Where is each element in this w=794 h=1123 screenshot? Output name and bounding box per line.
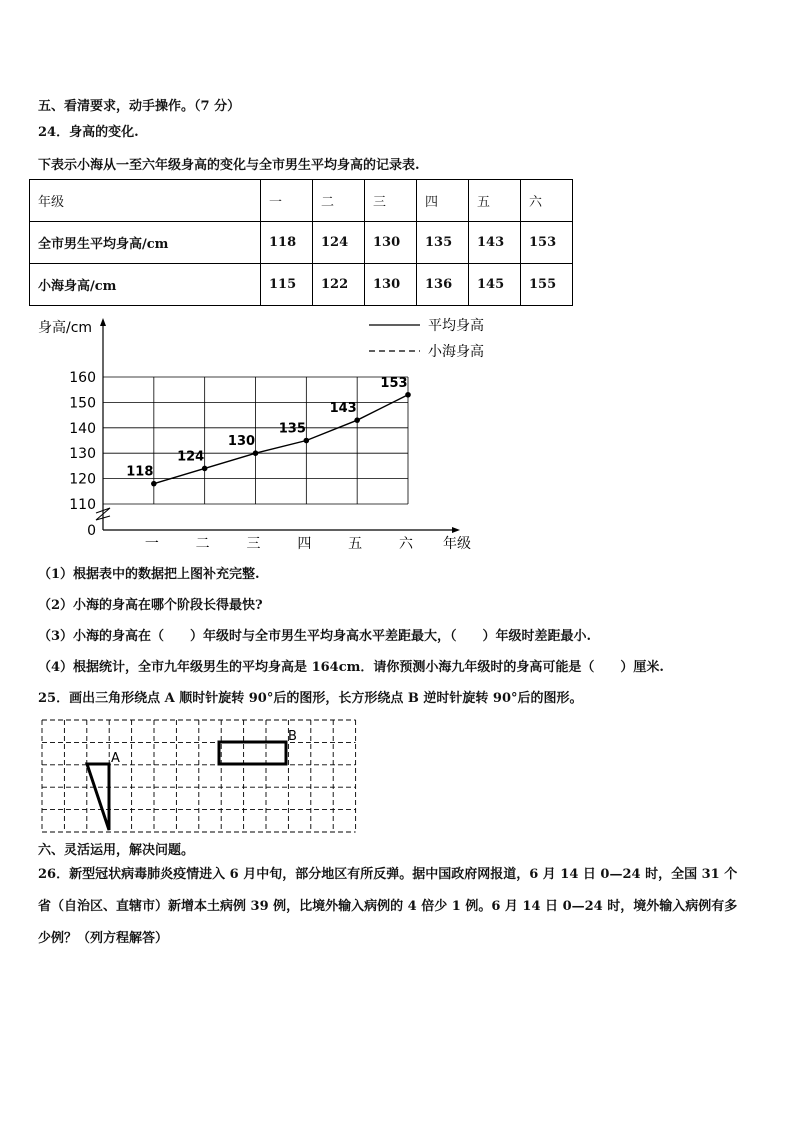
x-tick-label: 二 [195, 536, 210, 552]
table-cell: 153 [521, 222, 573, 264]
table-cell: 全市男生平均身高/cm [30, 222, 261, 264]
data-point [405, 392, 411, 398]
chart-legend [369, 317, 484, 360]
chart-series [126, 376, 411, 487]
data-label: 124 [177, 449, 205, 465]
q24-sub2: （2）小海的身高在哪个阶段长得最快? [38, 598, 263, 613]
y-tick-labels [69, 370, 96, 539]
table-cell: 五 [469, 180, 521, 222]
q24-sub3: （3）小海的身高在（ ）年级时与全市男生平均身高水平差距最大，（ ）年级时差距最小. [38, 629, 592, 644]
data-point [304, 438, 310, 444]
table-cell: 122 [313, 264, 365, 306]
table-cell: 六 [521, 180, 573, 222]
dashed-grid [42, 720, 356, 832]
x-tick-label: 三 [246, 536, 261, 552]
q24-title: 24．身高的变化. [38, 125, 139, 140]
x-tick-label: 一 [144, 536, 159, 552]
legend-label-xiaohai: 小海身高 [428, 344, 484, 360]
section-5-heading: 五、看清要求，动手操作。（7 分） [38, 99, 241, 114]
data-point [202, 466, 208, 472]
table-cell: 135 [417, 222, 469, 264]
rotation-grid-figure [40, 718, 360, 836]
table-header-row [30, 180, 573, 222]
table-cell: 二 [313, 180, 365, 222]
table-cell: 四 [417, 180, 469, 222]
q25-text: 25．画出三角形绕点 A 顺时针旋转 90°后的图形，长方形绕点 B 逆时针旋转 90°后的图形。 [38, 691, 583, 706]
q26-line-3: 少例？（列方程解答） [38, 931, 169, 946]
height-line-chart [0, 308, 520, 558]
data-label: 153 [380, 375, 408, 391]
table-cell: 年级 [30, 180, 261, 222]
q24-sub4: （4）根据统计，全市九年级男生的平均身高是 164cm．请你预测小海九年级时的身高可能是（ ）厘米. [38, 660, 664, 675]
q24-sub1: （1）根据表中的数据把上图补充完整. [38, 567, 260, 582]
height-table [29, 179, 573, 306]
q24-intro: 下表示小海从一至六年级身高的变化与全市男生平均身高的记录表. [38, 158, 420, 173]
q26-line-2: 省（自治区、直辖市）新增本土病例 39 例，比境外输入病例的 4 倍少 1 例。6 月 14 日 0—24 时，境外输入病例有多 [38, 899, 738, 914]
data-point [151, 481, 157, 487]
rectangle-shape [219, 742, 286, 764]
data-label: 118 [126, 464, 154, 480]
x-axis-label: 年级 [443, 536, 471, 552]
y-tick-label: 160 [69, 370, 96, 386]
table-cell: 124 [313, 222, 365, 264]
q26-line-1: 26．新型冠状病毒肺炎疫情进入 6 月中旬，部分地区有所反弹。据中国政府网报道，6 月 14 日 0—24 时，全国 31 个 [38, 867, 738, 882]
y-axis-label: 身高/cm [38, 320, 93, 336]
triangle-shape [87, 764, 109, 830]
table-cell: 130 [365, 222, 417, 264]
x-tick-label: 四 [297, 536, 312, 552]
table-cell: 三 [365, 180, 417, 222]
x-tick-label: 六 [399, 536, 413, 552]
table-cell: 一 [261, 180, 313, 222]
y-tick-label: 0 [87, 523, 96, 539]
section-6-heading: 六、灵活运用，解决问题。 [38, 843, 195, 858]
chart-grid [103, 377, 408, 504]
table-row [30, 264, 573, 306]
x-tick-label: 五 [348, 536, 363, 552]
table-cell: 小海身高/cm [30, 264, 261, 306]
point-a-label: A [111, 751, 120, 766]
y-tick-label: 150 [69, 395, 96, 412]
table-row [30, 222, 573, 264]
table-cell: 136 [417, 264, 469, 306]
table-cell: 130 [365, 264, 417, 306]
y-tick-label: 140 [69, 420, 96, 437]
x-tick-labels [145, 536, 414, 552]
series-line [154, 395, 408, 484]
data-point [253, 450, 259, 456]
data-label: 143 [329, 401, 357, 417]
data-label: 135 [278, 421, 306, 437]
y-tick-label: 130 [69, 446, 96, 463]
table-cell: 118 [261, 222, 313, 264]
x-axis-arrow [452, 527, 460, 533]
point-b-label: B [288, 729, 297, 744]
data-point [354, 417, 360, 423]
table-cell: 115 [261, 264, 313, 306]
table-cell: 145 [469, 264, 521, 306]
y-tick-label: 120 [69, 471, 96, 488]
table-cell: 155 [521, 264, 573, 306]
y-axis-arrow [100, 318, 106, 326]
table-cell: 143 [469, 222, 521, 264]
legend-label-average: 平均身高 [428, 318, 484, 334]
y-tick-label: 110 [69, 497, 96, 513]
data-label: 130 [227, 434, 256, 450]
